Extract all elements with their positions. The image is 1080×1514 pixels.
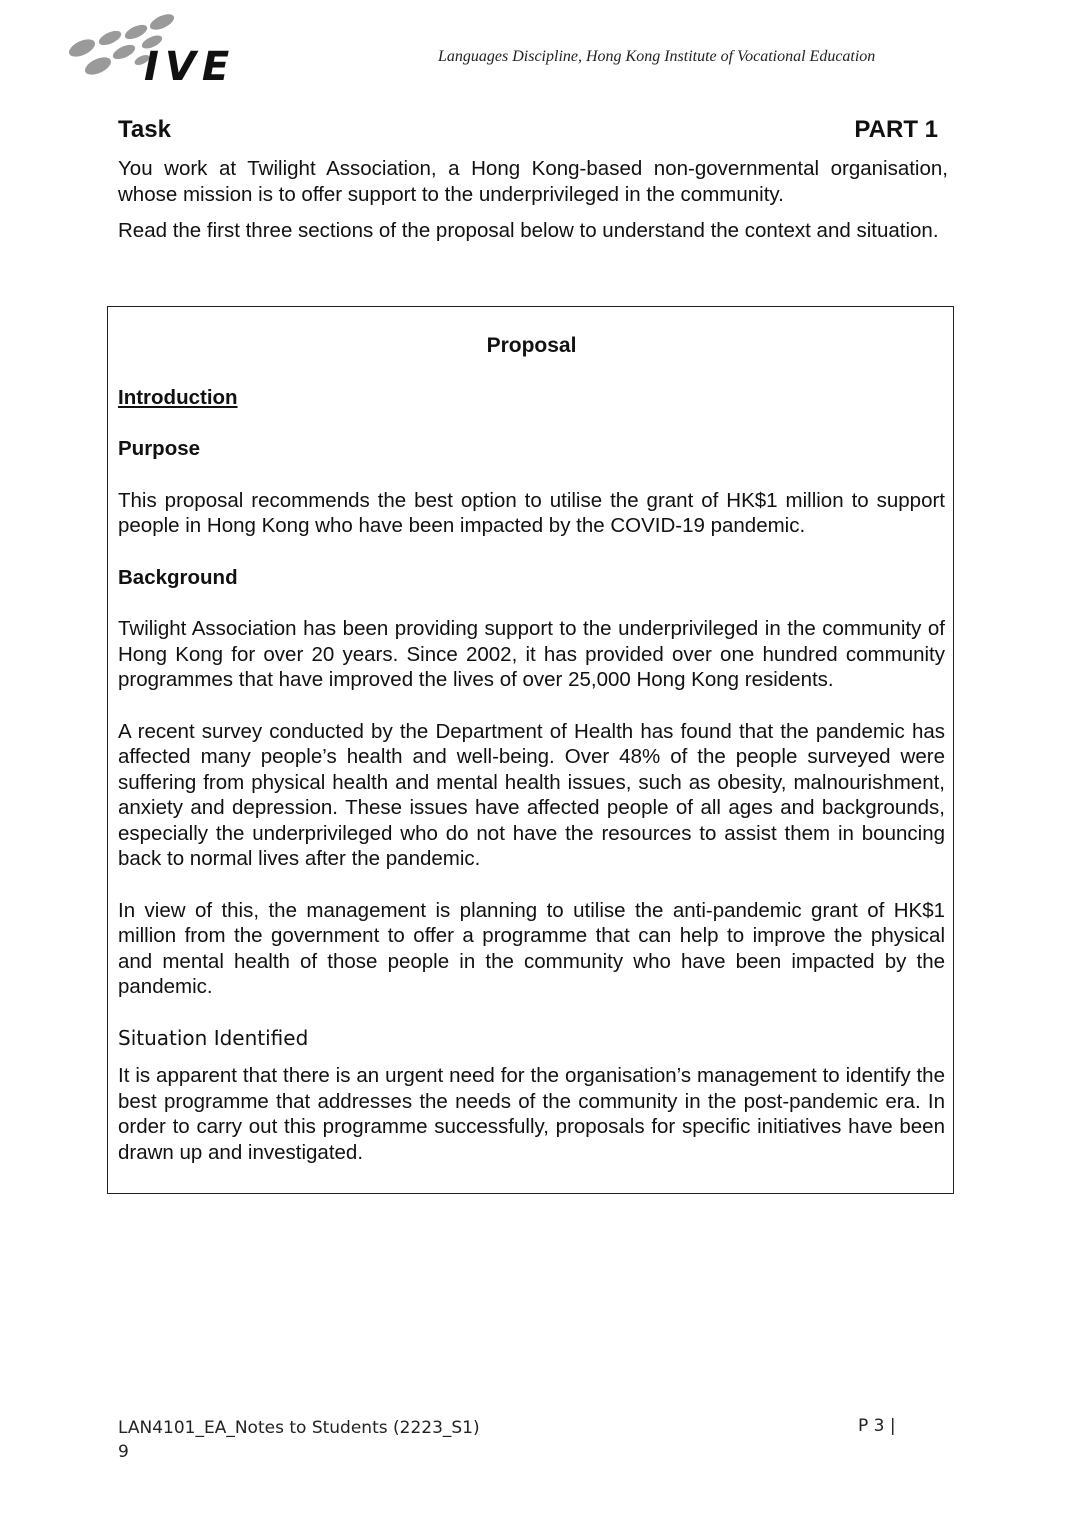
- situation-heading: Situation Identified: [118, 1025, 309, 1050]
- institution-note: Languages Discipline, Hong Kong Institute of Vocational Education: [438, 48, 876, 65]
- purpose-paragraph: This proposal recommends the best option to utilise the grant of HK$1 million to support people in Hong Kong who have been impacted by the COVID-19 pandemic.: [118, 488, 945, 537]
- task-paragraph: You work at Twilight Association, a Hong Kong-based non-governmental organisation, whose mission is to offer support to the underprivileged in the community.: [118, 157, 948, 206]
- doc-code: LAN4101_EA_Notes to Students (2223_S1): [118, 1418, 480, 1438]
- purpose-heading: Purpose: [118, 437, 201, 460]
- background-paragraph: In view of this, the management is planning to utilise the anti-pandemic grant of HK$1 million from the government to offer a programme that can help to improve the physical and mental health of those people in the community who have been impacted by the pandemic.: [118, 898, 945, 998]
- page-number: P 3 |: [858, 1416, 896, 1436]
- ive-logo: [66, 12, 256, 84]
- proposal-box: [107, 306, 954, 1194]
- task-title: Task: [118, 116, 171, 143]
- situation-paragraph: It is apparent that there is an urgent need for the organisation’s management to identify the best programme that addresses the needs of the community in the post-pandemic era. In order to carry out this programme successfully, proposals for specific initiatives have been drawn up and investigated.: [118, 1064, 945, 1164]
- background-heading: Background: [118, 565, 238, 589]
- part-label: PART 1: [854, 116, 938, 143]
- background-paragraph: Twilight Association has been providing support to the underprivileged in the community of Hong Kong for over 20 years. Since 2002, it has provided over one hundred community programmes that have improved the lives of over 25,000 Hong Kong residents.: [118, 617, 945, 691]
- background-paragraph: A recent survey conducted by the Department of Health has found that the pandemic has affected many people’s health and well-being. Over 48% of the people surveyed were suffering from physical health and mental health issues, such as obesity, malnourishment, anxiety and depression. These issues have affected people of all ages and backgrounds, especially the underprivileged who do not have the resources to assist them in bouncing back to normal lives after the pandemic.: [118, 719, 945, 870]
- doc-code-line2: 9: [118, 1442, 129, 1462]
- task-paragraph: Read the first three sections of the proposal below to understand the context and situation.: [118, 219, 939, 242]
- footer-doc-code: [118, 1416, 480, 1464]
- introduction-heading: Introduction: [118, 385, 238, 409]
- task-instructions: [118, 156, 948, 254]
- proposal-title: Proposal: [486, 334, 577, 357]
- task-heading-row: [118, 116, 938, 144]
- logo-text: IVE: [144, 44, 236, 84]
